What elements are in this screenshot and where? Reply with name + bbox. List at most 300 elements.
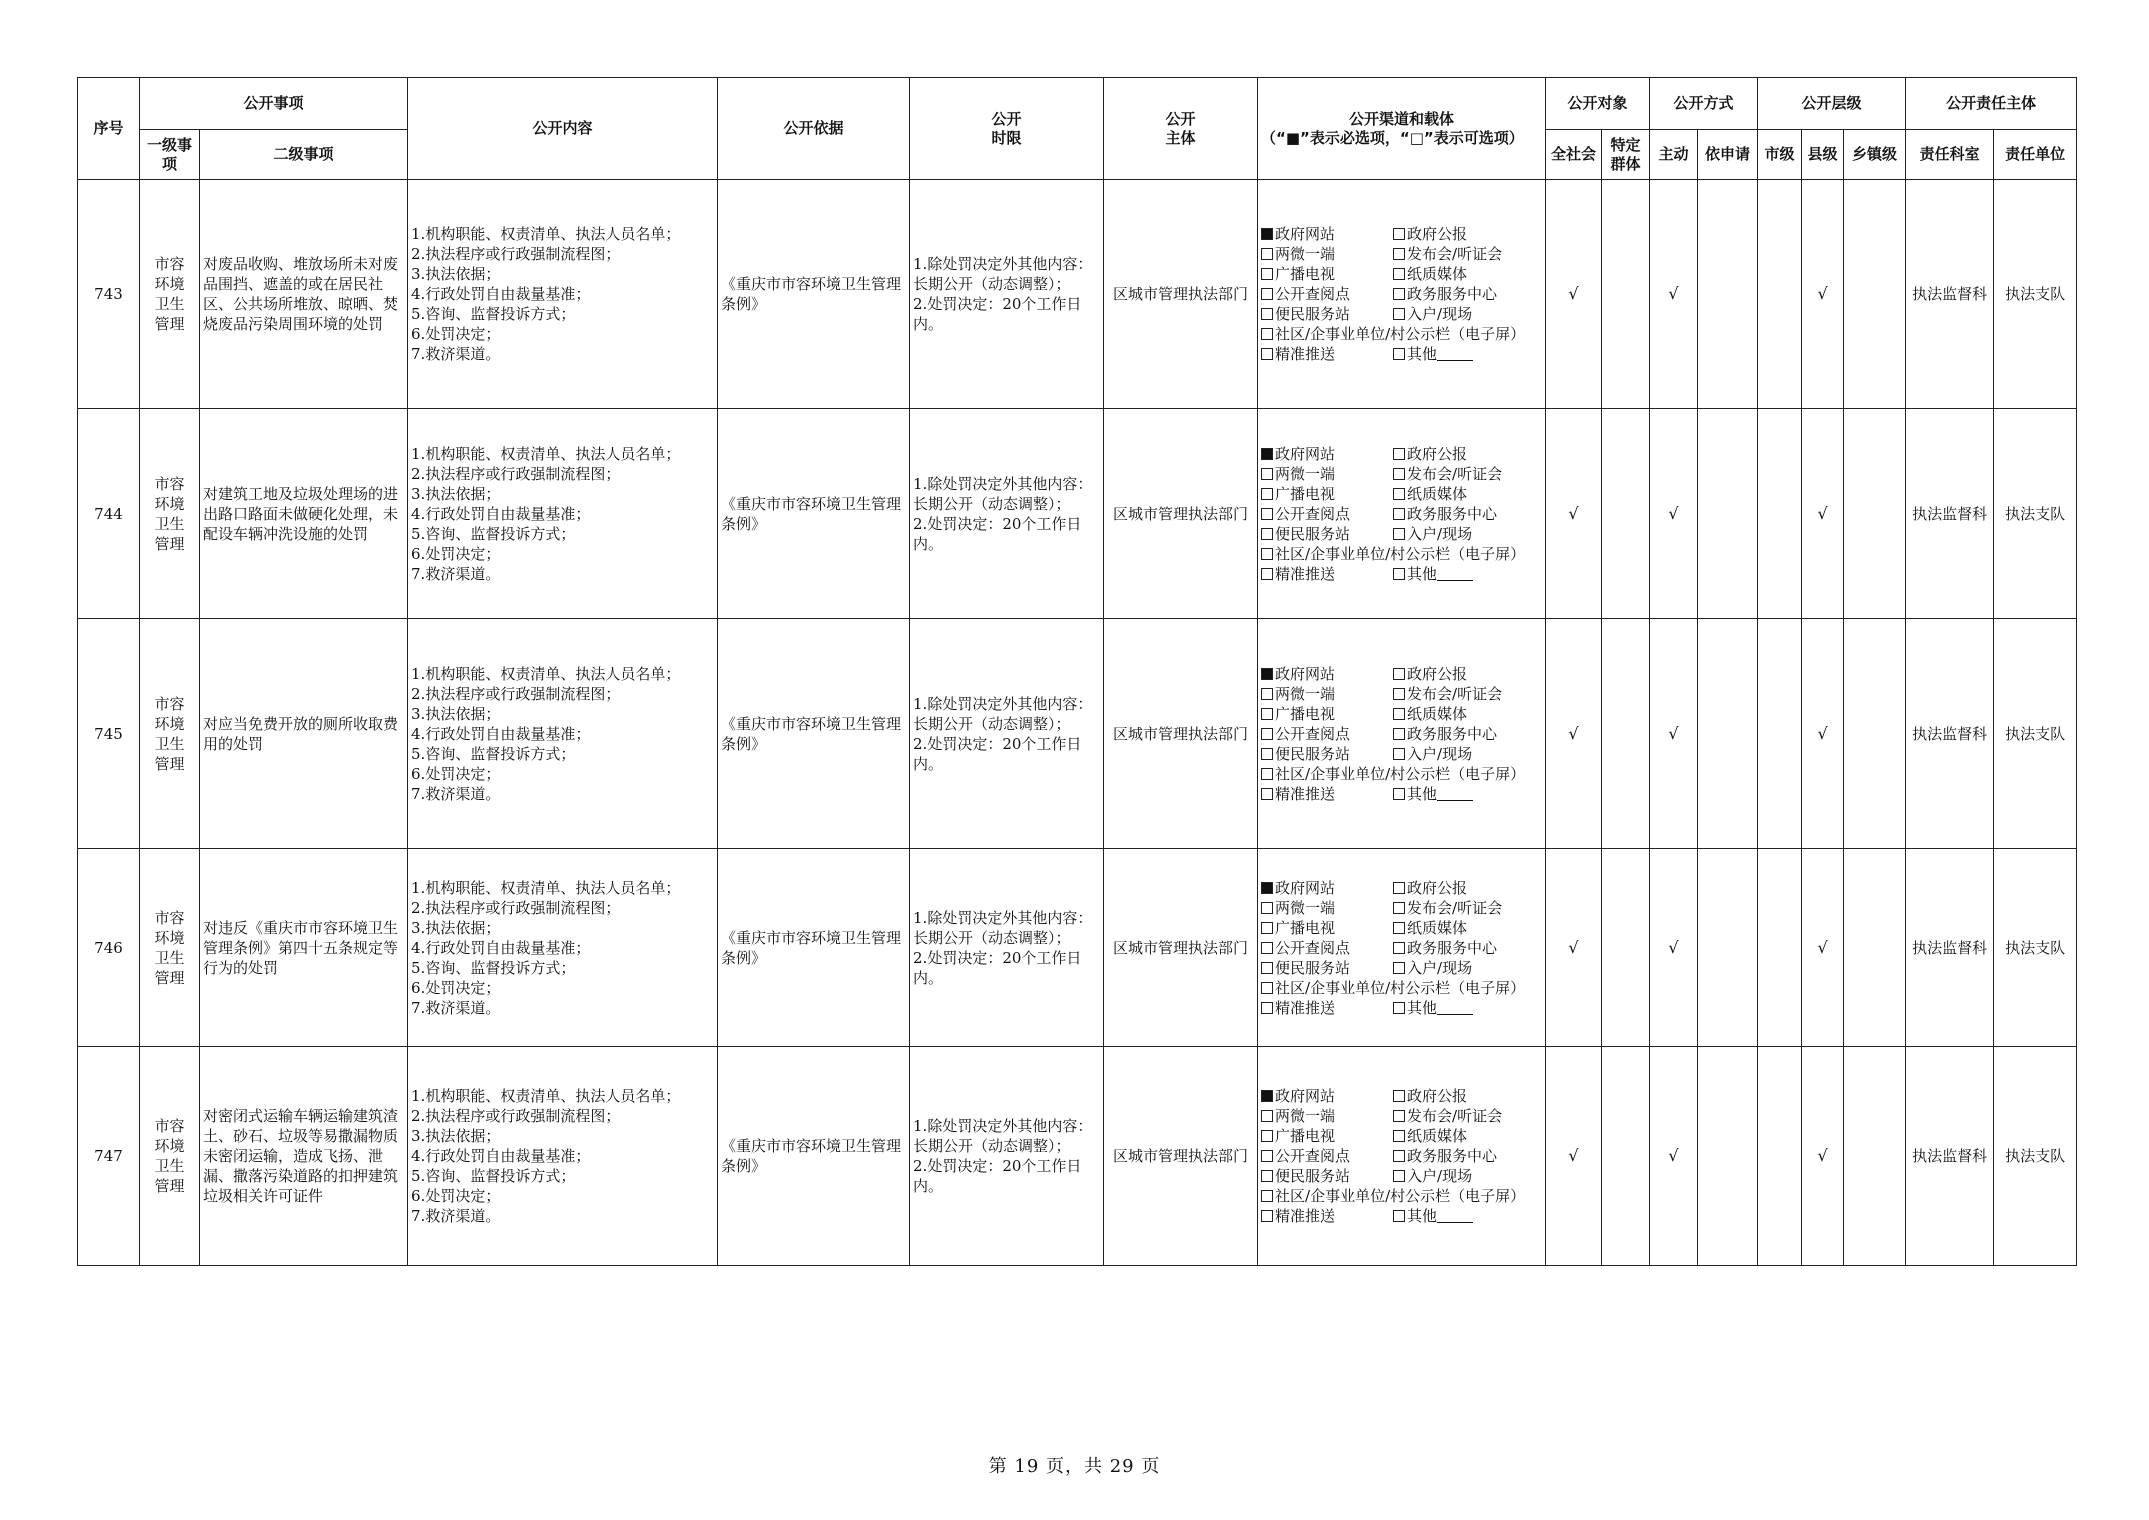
channel-gov-site xyxy=(1261,878,1393,898)
cell-level1: 市容 环境 卫生 管理 xyxy=(140,409,200,619)
channel-push xyxy=(1261,784,1393,804)
header-channel-note: （“■”表示必选项，“□”表示可选项） xyxy=(1261,128,1524,147)
checkbox-empty-icon xyxy=(1393,788,1405,800)
cell-limit: 1.除处罚决定外其他内容：长期公开（动态调整）； 2.处罚决定：20个工作日内。 xyxy=(910,409,1104,619)
cell-aud-all: √ xyxy=(1546,619,1602,849)
header-basis: 公开依据 xyxy=(718,78,910,180)
channel-two-micro xyxy=(1261,684,1393,704)
cell-level-county: √ xyxy=(1802,619,1844,849)
cell-level-county: √ xyxy=(1802,409,1844,619)
channel-label: 社区/企事业单位/村公示栏（电子屏） xyxy=(1275,1187,1526,1205)
channel-service-station xyxy=(1261,524,1393,544)
cell-channels xyxy=(1258,180,1546,409)
channel-label: 政务服务中心 xyxy=(1407,724,1498,743)
cell-subject: 区城市管理执法部门 xyxy=(1104,180,1258,409)
channel-label: 政府公报 xyxy=(1407,664,1468,683)
channel-broadcast xyxy=(1261,704,1393,724)
cell-resp-unit: 执法支队 xyxy=(1994,849,2077,1047)
cell-aud-specific xyxy=(1602,849,1650,1047)
header-level: 公开层级 xyxy=(1758,78,1906,130)
channel-label: 发布会/听证会 xyxy=(1407,684,1503,703)
checkbox-empty-icon xyxy=(1261,748,1273,760)
checkbox-filled-icon xyxy=(1261,228,1273,240)
checkbox-empty-icon xyxy=(1261,962,1273,974)
channel-label: 政务服务中心 xyxy=(1407,285,1498,303)
checkbox-empty-icon xyxy=(1393,1170,1405,1182)
channel-list xyxy=(1261,224,1542,364)
channel-label: 两微一端 xyxy=(1275,1107,1336,1125)
cell-resp-unit: 执法支队 xyxy=(1994,619,2077,849)
header-level-city: 市级 xyxy=(1758,130,1802,180)
cell-level-city xyxy=(1758,1047,1802,1266)
cell-method-apply xyxy=(1698,849,1758,1047)
checkbox-empty-icon xyxy=(1261,788,1273,800)
channel-label: 发布会/听证会 xyxy=(1407,464,1503,483)
header-method-active: 主动 xyxy=(1650,130,1698,180)
channel-gov-site xyxy=(1261,224,1393,244)
channel-label: 社区/企事业单位/村公示栏（电子屏） xyxy=(1275,764,1526,783)
cell-level-city xyxy=(1758,849,1802,1047)
cell-content: 1.机构职能、权责清单、执法人员名单； 2.执法程序或行政强制流程图； 3.执法依据； 4.行政处罚自由裁量基准； 5.咨询、监督投诉方式； 6.处罚决定； 7.救济渠道。 xyxy=(408,619,718,849)
header-limit: 公开 时限 xyxy=(910,78,1104,180)
channel-push xyxy=(1261,564,1393,584)
table-row xyxy=(78,849,2077,1047)
table-row xyxy=(78,409,2077,619)
cell-basis: 《重庆市市容环境卫生管理条例》 xyxy=(718,1047,910,1266)
channel-label: 精准推送 xyxy=(1275,345,1336,363)
channel-broadcast xyxy=(1261,264,1393,284)
channel-label: 广播电视 xyxy=(1275,484,1336,503)
channel-two-micro xyxy=(1261,898,1393,918)
cell-level2: 对建筑工地及垃圾处理场的进出路口路面未做硬化处理，未配设车辆冲洗设施的处罚 xyxy=(200,409,408,619)
header-method: 公开方式 xyxy=(1650,78,1758,130)
cell-limit: 1.除处罚决定外其他内容：长期公开（动态调整）； 2.处罚决定：20个工作日内。 xyxy=(910,619,1104,849)
cell-level-city xyxy=(1758,409,1802,619)
cell-aud-specific xyxy=(1602,409,1650,619)
checkbox-empty-icon xyxy=(1393,248,1405,260)
checkbox-empty-icon xyxy=(1261,1210,1273,1222)
cell-method-active: √ xyxy=(1650,1047,1698,1266)
channel-label: 政府网站 xyxy=(1275,225,1336,243)
channel-label: 其他 xyxy=(1407,1207,1438,1225)
channel-label: 便民服务站 xyxy=(1275,305,1351,323)
checkbox-empty-icon xyxy=(1261,328,1273,340)
blank-underline xyxy=(1437,346,1473,361)
channel-label: 政府网站 xyxy=(1275,1087,1336,1105)
channel-label: 纸质媒体 xyxy=(1407,484,1468,503)
channel-label: 纸质媒体 xyxy=(1407,918,1468,937)
channel-label: 发布会/听证会 xyxy=(1407,1107,1503,1125)
channel-label: 政务服务中心 xyxy=(1407,504,1498,523)
channel-service-center xyxy=(1393,284,1542,304)
cell-resp-unit: 执法支队 xyxy=(1994,1047,2077,1266)
checkbox-empty-icon xyxy=(1393,902,1405,914)
channel-label: 入户/现场 xyxy=(1407,1167,1473,1185)
cell-limit: 1.除处罚决定外其他内容：长期公开（动态调整）； 2.处罚决定：20个工作日内。 xyxy=(910,849,1104,1047)
cell-channels xyxy=(1258,619,1546,849)
cell-aud-specific xyxy=(1602,1047,1650,1266)
header-audience: 公开对象 xyxy=(1546,78,1650,130)
cell-channels xyxy=(1258,1047,1546,1266)
header-method-apply: 依申请 xyxy=(1698,130,1758,180)
channel-label: 公开查阅点 xyxy=(1275,504,1351,523)
channel-broadcast xyxy=(1261,918,1393,938)
checkbox-empty-icon xyxy=(1393,228,1405,240)
channel-gov-bulletin xyxy=(1393,444,1542,464)
channel-other xyxy=(1393,564,1542,584)
blank-underline xyxy=(1437,786,1473,801)
cell-resp-office: 执法监督科 xyxy=(1906,1047,1994,1266)
channel-label: 公开查阅点 xyxy=(1275,285,1351,303)
channel-paper xyxy=(1393,264,1542,284)
header-resp: 公开责任主体 xyxy=(1906,78,2077,130)
cell-level-town xyxy=(1844,619,1906,849)
channel-list xyxy=(1261,444,1542,584)
channel-gov-bulletin xyxy=(1393,224,1542,244)
cell-content: 1.机构职能、权责清单、执法人员名单； 2.执法程序或行政强制流程图； 3.执法依据； 4.行政处罚自由裁量基准； 5.咨询、监督投诉方式； 6.处罚决定； 7.救济渠道。 xyxy=(408,849,718,1047)
checkbox-empty-icon xyxy=(1393,1110,1405,1122)
checkbox-empty-icon xyxy=(1393,468,1405,480)
cell-aud-all: √ xyxy=(1546,1047,1602,1266)
checkbox-empty-icon xyxy=(1261,568,1273,580)
channel-label: 发布会/听证会 xyxy=(1407,245,1503,263)
cell-basis: 《重庆市市容环境卫生管理条例》 xyxy=(718,409,910,619)
channel-label: 纸质媒体 xyxy=(1407,1127,1468,1145)
cell-level2: 对废品收购、堆放场所未对废品围挡、遮盖的或在居民社区、公共场所堆放、晾晒、焚烧废品污染周围环境的处罚 xyxy=(200,180,408,409)
header-channel-title: 公开渠道和载体 xyxy=(1349,109,1455,128)
checkbox-empty-icon xyxy=(1261,308,1273,320)
cell-level-city xyxy=(1758,619,1802,849)
channel-label: 纸质媒体 xyxy=(1407,265,1468,283)
checkbox-empty-icon xyxy=(1261,728,1273,740)
channel-reading xyxy=(1261,504,1393,524)
channel-reading xyxy=(1261,724,1393,744)
checkbox-empty-icon xyxy=(1261,902,1273,914)
cell-level1: 市容 环境 卫生 管理 xyxy=(140,849,200,1047)
disclosure-table-sheet xyxy=(77,77,2076,1266)
channel-two-micro xyxy=(1261,1106,1393,1126)
channel-label: 便民服务站 xyxy=(1275,958,1351,977)
channel-community xyxy=(1261,764,1542,784)
checkbox-empty-icon xyxy=(1393,1002,1405,1014)
checkbox-empty-icon xyxy=(1393,268,1405,280)
header-level-town: 乡镇级 xyxy=(1844,130,1906,180)
channel-label: 精准推送 xyxy=(1275,564,1336,583)
channel-paper xyxy=(1393,484,1542,504)
channel-broadcast xyxy=(1261,484,1393,504)
blank-underline xyxy=(1437,1208,1473,1223)
channel-household xyxy=(1393,1166,1542,1186)
channel-household xyxy=(1393,524,1542,544)
checkbox-empty-icon xyxy=(1261,468,1273,480)
checkbox-empty-icon xyxy=(1393,448,1405,460)
checkbox-empty-icon xyxy=(1261,528,1273,540)
cell-level-city xyxy=(1758,180,1802,409)
channel-label: 便民服务站 xyxy=(1275,744,1351,763)
channel-service-station xyxy=(1261,304,1393,324)
channel-list xyxy=(1261,664,1542,804)
channel-label: 入户/现场 xyxy=(1407,524,1473,543)
header-seq: 序号 xyxy=(78,78,140,180)
channel-service-station xyxy=(1261,958,1393,978)
checkbox-empty-icon xyxy=(1393,1130,1405,1142)
cell-level-town xyxy=(1844,849,1906,1047)
channel-label: 政府网站 xyxy=(1275,878,1336,897)
channel-label: 政府公报 xyxy=(1407,1087,1468,1105)
channel-press xyxy=(1393,684,1542,704)
channel-label: 政府网站 xyxy=(1275,444,1336,463)
header-aud-specific: 特定群体 xyxy=(1602,130,1650,180)
channel-label: 发布会/听证会 xyxy=(1407,898,1503,917)
cell-limit: 1.除处罚决定外其他内容：长期公开（动态调整）； 2.处罚决定：20个工作日内。 xyxy=(910,180,1104,409)
channel-label: 两微一端 xyxy=(1275,464,1336,483)
checkbox-empty-icon xyxy=(1261,1190,1273,1202)
checkbox-filled-icon xyxy=(1261,448,1273,460)
channel-reading xyxy=(1261,1146,1393,1166)
checkbox-empty-icon xyxy=(1261,248,1273,260)
channel-two-micro xyxy=(1261,464,1393,484)
channel-community xyxy=(1261,978,1542,998)
channel-gov-bulletin xyxy=(1393,1086,1542,1106)
channel-label: 政务服务中心 xyxy=(1407,1147,1498,1165)
checkbox-empty-icon xyxy=(1393,508,1405,520)
cell-seq: 746 xyxy=(78,849,140,1047)
channel-service-station xyxy=(1261,744,1393,764)
header-channel xyxy=(1258,78,1546,180)
channel-list xyxy=(1261,1086,1542,1226)
checkbox-empty-icon xyxy=(1393,942,1405,954)
cell-basis: 《重庆市市容环境卫生管理条例》 xyxy=(718,180,910,409)
cell-level-county: √ xyxy=(1802,849,1844,1047)
cell-seq: 745 xyxy=(78,619,140,849)
channel-other xyxy=(1393,784,1542,804)
checkbox-empty-icon xyxy=(1393,882,1405,894)
channel-other xyxy=(1393,344,1542,364)
channel-label: 便民服务站 xyxy=(1275,524,1351,543)
channel-other xyxy=(1393,998,1542,1018)
channel-paper xyxy=(1393,918,1542,938)
cell-level-county: √ xyxy=(1802,1047,1844,1266)
blank-underline xyxy=(1437,566,1473,581)
channel-label: 社区/企事业单位/村公示栏（电子屏） xyxy=(1275,325,1526,343)
channel-label: 其他 xyxy=(1407,998,1438,1017)
header-matter: 公开事项 xyxy=(140,78,408,130)
channel-service-center xyxy=(1393,724,1542,744)
channel-label: 社区/企事业单位/村公示栏（电子屏） xyxy=(1275,544,1526,563)
header-level2: 二级事项 xyxy=(200,130,408,180)
channel-label: 政府公报 xyxy=(1407,444,1468,463)
channel-label: 政府公报 xyxy=(1407,225,1468,243)
cell-subject: 区城市管理执法部门 xyxy=(1104,1047,1258,1266)
channel-label: 广播电视 xyxy=(1275,265,1336,283)
checkbox-filled-icon xyxy=(1261,1090,1273,1102)
channel-label: 两微一端 xyxy=(1275,245,1336,263)
cell-resp-office: 执法监督科 xyxy=(1906,849,1994,1047)
header-content: 公开内容 xyxy=(408,78,718,180)
checkbox-empty-icon xyxy=(1393,488,1405,500)
cell-level2: 对违反《重庆市市容环境卫生管理条例》第四十五条规定等行为的处罚 xyxy=(200,849,408,1047)
table-body xyxy=(78,180,2077,1266)
checkbox-empty-icon xyxy=(1393,1150,1405,1162)
channel-label: 公开查阅点 xyxy=(1275,1147,1351,1165)
checkbox-empty-icon xyxy=(1393,288,1405,300)
disclosure-table xyxy=(77,77,2077,1266)
channel-community xyxy=(1261,324,1542,344)
checkbox-empty-icon xyxy=(1393,308,1405,320)
channel-label: 公开查阅点 xyxy=(1275,724,1351,743)
cell-channels xyxy=(1258,849,1546,1047)
checkbox-empty-icon xyxy=(1393,1210,1405,1222)
cell-resp-unit: 执法支队 xyxy=(1994,409,2077,619)
channel-label: 便民服务站 xyxy=(1275,1167,1351,1185)
header-subject: 公开 主体 xyxy=(1104,78,1258,180)
cell-method-apply xyxy=(1698,409,1758,619)
channel-broadcast xyxy=(1261,1126,1393,1146)
channel-push xyxy=(1261,1206,1393,1226)
checkbox-empty-icon xyxy=(1261,768,1273,780)
checkbox-empty-icon xyxy=(1261,348,1273,360)
cell-content: 1.机构职能、权责清单、执法人员名单； 2.执法程序或行政强制流程图； 3.执法依据； 4.行政处罚自由裁量基准； 5.咨询、监督投诉方式； 6.处罚决定； 7.救济渠道。 xyxy=(408,1047,718,1266)
checkbox-empty-icon xyxy=(1261,1150,1273,1162)
checkbox-empty-icon xyxy=(1261,942,1273,954)
checkbox-empty-icon xyxy=(1261,548,1273,560)
checkbox-empty-icon xyxy=(1393,748,1405,760)
cell-subject: 区城市管理执法部门 xyxy=(1104,619,1258,849)
checkbox-empty-icon xyxy=(1261,268,1273,280)
checkbox-filled-icon xyxy=(1261,668,1273,680)
checkbox-empty-icon xyxy=(1393,1090,1405,1102)
checkbox-empty-icon xyxy=(1261,508,1273,520)
channel-press xyxy=(1393,898,1542,918)
cell-level-town xyxy=(1844,1047,1906,1266)
channel-label: 公开查阅点 xyxy=(1275,938,1351,957)
channel-label: 精准推送 xyxy=(1275,784,1336,803)
table-row xyxy=(78,180,2077,409)
channel-gov-site xyxy=(1261,664,1393,684)
channel-label: 入户/现场 xyxy=(1407,305,1473,323)
channel-label: 政府公报 xyxy=(1407,878,1468,897)
cell-aud-all: √ xyxy=(1546,180,1602,409)
channel-community xyxy=(1261,1186,1542,1206)
channel-label: 两微一端 xyxy=(1275,898,1336,917)
channel-two-micro xyxy=(1261,244,1393,264)
channel-label: 入户/现场 xyxy=(1407,958,1473,977)
header-level1: 一级事项 xyxy=(140,130,200,180)
checkbox-empty-icon xyxy=(1261,1130,1273,1142)
checkbox-empty-icon xyxy=(1393,568,1405,580)
channel-label: 社区/企事业单位/村公示栏（电子屏） xyxy=(1275,978,1526,997)
header-aud-all: 全社会 xyxy=(1546,130,1602,180)
checkbox-empty-icon xyxy=(1393,922,1405,934)
channel-service-center xyxy=(1393,1146,1542,1166)
checkbox-empty-icon xyxy=(1261,288,1273,300)
channel-label: 其他 xyxy=(1407,564,1438,583)
cell-level-county: √ xyxy=(1802,180,1844,409)
channel-push xyxy=(1261,998,1393,1018)
blank-underline xyxy=(1437,1000,1473,1015)
cell-subject: 区城市管理执法部门 xyxy=(1104,409,1258,619)
checkbox-empty-icon xyxy=(1261,688,1273,700)
channel-press xyxy=(1393,1106,1542,1126)
checkbox-empty-icon xyxy=(1261,1002,1273,1014)
cell-level-town xyxy=(1844,180,1906,409)
checkbox-empty-icon xyxy=(1261,708,1273,720)
channel-reading xyxy=(1261,284,1393,304)
channel-label: 精准推送 xyxy=(1275,1207,1336,1225)
cell-aud-all: √ xyxy=(1546,409,1602,619)
cell-resp-office: 执法监督科 xyxy=(1906,409,1994,619)
channel-label: 入户/现场 xyxy=(1407,744,1473,763)
table-row xyxy=(78,619,2077,849)
header-level-county: 县级 xyxy=(1802,130,1844,180)
checkbox-empty-icon xyxy=(1393,688,1405,700)
channel-household xyxy=(1393,744,1542,764)
cell-limit: 1.除处罚决定外其他内容：长期公开（动态调整）； 2.处罚决定：20个工作日内。 xyxy=(910,1047,1104,1266)
channel-label: 精准推送 xyxy=(1275,998,1336,1017)
cell-seq: 743 xyxy=(78,180,140,409)
cell-method-apply xyxy=(1698,180,1758,409)
channel-service-center xyxy=(1393,938,1542,958)
checkbox-filled-icon xyxy=(1261,882,1273,894)
channel-gov-bulletin xyxy=(1393,664,1542,684)
cell-basis: 《重庆市市容环境卫生管理条例》 xyxy=(718,619,910,849)
channel-reading xyxy=(1261,938,1393,958)
channel-service-center xyxy=(1393,504,1542,524)
cell-level1: 市容 环境 卫生 管理 xyxy=(140,619,200,849)
checkbox-empty-icon xyxy=(1261,1110,1273,1122)
cell-level2: 对应当免费开放的厕所收取费用的处罚 xyxy=(200,619,408,849)
cell-method-active: √ xyxy=(1650,180,1698,409)
cell-method-active: √ xyxy=(1650,619,1698,849)
channel-label: 广播电视 xyxy=(1275,918,1336,937)
table-row xyxy=(78,1047,2077,1266)
cell-resp-office: 执法监督科 xyxy=(1906,180,1994,409)
channel-label: 两微一端 xyxy=(1275,684,1336,703)
channel-list xyxy=(1261,878,1542,1018)
channel-service-station xyxy=(1261,1166,1393,1186)
channel-label: 政务服务中心 xyxy=(1407,938,1498,957)
channel-press xyxy=(1393,244,1542,264)
cell-resp-unit: 执法支队 xyxy=(1994,180,2077,409)
checkbox-empty-icon xyxy=(1261,488,1273,500)
checkbox-empty-icon xyxy=(1393,668,1405,680)
channel-gov-site xyxy=(1261,1086,1393,1106)
checkbox-empty-icon xyxy=(1393,962,1405,974)
cell-content: 1.机构职能、权责清单、执法人员名单； 2.执法程序或行政强制流程图； 3.执法依据； 4.行政处罚自由裁量基准； 5.咨询、监督投诉方式； 6.处罚决定； 7.救济渠道。 xyxy=(408,409,718,619)
cell-aud-specific xyxy=(1602,180,1650,409)
checkbox-empty-icon xyxy=(1261,1170,1273,1182)
channel-paper xyxy=(1393,704,1542,724)
page-footer: 第 19 页，共 29 页 xyxy=(988,1456,1161,1477)
channel-other xyxy=(1393,1206,1542,1226)
cell-method-active: √ xyxy=(1650,849,1698,1047)
channel-label: 其他 xyxy=(1407,345,1438,363)
channel-press xyxy=(1393,464,1542,484)
cell-resp-office: 执法监督科 xyxy=(1906,619,1994,849)
channel-label: 广播电视 xyxy=(1275,704,1336,723)
checkbox-empty-icon xyxy=(1393,728,1405,740)
cell-basis: 《重庆市市容环境卫生管理条例》 xyxy=(718,849,910,1047)
checkbox-empty-icon xyxy=(1393,708,1405,720)
channel-community xyxy=(1261,544,1542,564)
cell-content: 1.机构职能、权责清单、执法人员名单； 2.执法程序或行政强制流程图； 3.执法依据； 4.行政处罚自由裁量基准； 5.咨询、监督投诉方式； 6.处罚决定； 7.救济渠道。 xyxy=(408,180,718,409)
cell-level-town xyxy=(1844,409,1906,619)
cell-level1: 市容 环境 卫生 管理 xyxy=(140,180,200,409)
cell-method-apply xyxy=(1698,1047,1758,1266)
cell-level2: 对密闭式运输车辆运输建筑渣土、砂石、垃圾等易撒漏物质未密闭运输，造成飞扬、泄漏、撒落污染道路的扣押建筑垃圾相关许可证件 xyxy=(200,1047,408,1266)
channel-label: 政府网站 xyxy=(1275,664,1336,683)
channel-household xyxy=(1393,304,1542,324)
